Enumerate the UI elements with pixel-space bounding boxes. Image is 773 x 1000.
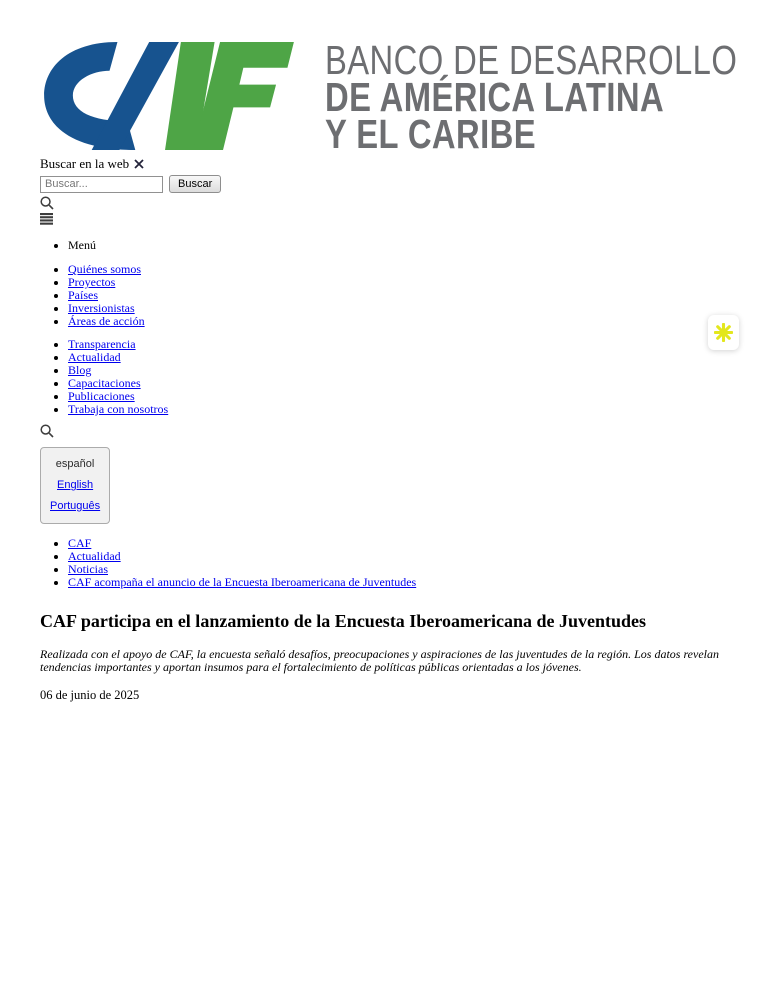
- breadcrumb-link-item: [68, 576, 733, 589]
- primary-nav-link[interactable]: Proyectos: [68, 274, 116, 289]
- search-form: [40, 175, 733, 193]
- search-overlay-label: Buscar en la web: [40, 156, 130, 171]
- search-submit-button[interactable]: Buscar: [169, 175, 221, 193]
- secondary-nav-link[interactable]: Publicaciones: [68, 389, 135, 404]
- caf-logo[interactable]: [40, 0, 740, 157]
- breadcrumb-link[interactable]: CAF: [68, 535, 92, 550]
- secondary-nav-link-item: [68, 351, 733, 364]
- secondary-nav-list: [40, 338, 733, 415]
- language-selector: [40, 447, 110, 524]
- asterisk-icon: [714, 323, 733, 342]
- secondary-nav-link-item: [68, 364, 733, 377]
- search-icon[interactable]: [40, 196, 55, 210]
- secondary-nav-link[interactable]: Trabaja con nosotros: [68, 401, 169, 416]
- menu-title: Menú: [68, 238, 96, 252]
- primary-nav-link-item: [68, 276, 733, 289]
- language-options: [50, 480, 100, 512]
- secondary-nav-link[interactable]: Blog: [68, 363, 92, 378]
- caf-logo-mark: [40, 40, 298, 152]
- language-current: español: [55, 457, 95, 470]
- page-title: CAF participa en el lanzamiento de la Encuesta Iberoamericana de Juventudes: [40, 610, 646, 631]
- secondary-nav-link-item: [68, 338, 733, 351]
- hamburger-menu-icon[interactable]: [40, 213, 55, 225]
- logo-tagline-line1: BANCO DE DESARROLLO: [325, 37, 738, 83]
- primary-nav-link[interactable]: Quiénes somos: [68, 261, 141, 276]
- primary-nav-link[interactable]: Países: [68, 287, 98, 302]
- breadcrumb-link[interactable]: CAF acompaña el anuncio de la Encuesta Iberoamericana de Juventudes: [68, 574, 417, 589]
- primary-nav-link[interactable]: Áreas de acción: [68, 313, 145, 328]
- language-option-link[interactable]: Português: [50, 499, 101, 512]
- caf-logo-wordmark: [325, 37, 773, 157]
- menu-title-item: [68, 239, 733, 252]
- close-icon[interactable]: [134, 159, 144, 169]
- breadcrumb-link-item: [68, 550, 733, 563]
- secondary-nav-link[interactable]: Actualidad: [68, 350, 121, 365]
- primary-nav-link-item: [68, 263, 733, 276]
- floating-widget-button[interactable]: [708, 315, 739, 350]
- breadcrumb: [40, 537, 733, 589]
- primary-nav-list: [40, 263, 733, 328]
- search-input[interactable]: [40, 176, 163, 193]
- caf-logo-icon: [40, 40, 298, 152]
- secondary-nav-link[interactable]: Transparencia: [68, 337, 136, 352]
- breadcrumb-link[interactable]: Actualidad: [68, 548, 121, 563]
- primary-nav-link-item: [68, 289, 733, 302]
- search-icon-secondary[interactable]: [40, 424, 55, 438]
- language-option-link[interactable]: English: [57, 478, 94, 491]
- secondary-nav-link-item: [68, 377, 733, 390]
- secondary-nav-link[interactable]: Capacitaciones: [68, 376, 141, 391]
- breadcrumb-link-item: [68, 537, 733, 550]
- logo-tagline-line2: DE AMÉRICA LATINA: [325, 74, 665, 120]
- breadcrumb-link[interactable]: Noticias: [68, 561, 108, 576]
- primary-nav-link-item: [68, 302, 733, 315]
- primary-nav-link[interactable]: Inversionistas: [68, 300, 135, 315]
- primary-nav-link-item: [68, 315, 733, 328]
- secondary-nav-link-item: [68, 403, 733, 416]
- search-overlay-label-row: [40, 156, 733, 172]
- article-date: 06 de junio de 2025: [40, 687, 140, 702]
- article-summary: Realizada con el apoyo de CAF, la encuesta señaló desafíos, preocupaciones y aspiraciones de las juventudes de la región. Los datos revelan tendencias importantes y aportan insumos para el fortalecimiento de políticas públicas orientadas a los jóvenes.: [40, 646, 719, 674]
- logo-tagline-line3: Y EL CARIBE: [325, 111, 536, 157]
- menu-title-list: [40, 239, 733, 252]
